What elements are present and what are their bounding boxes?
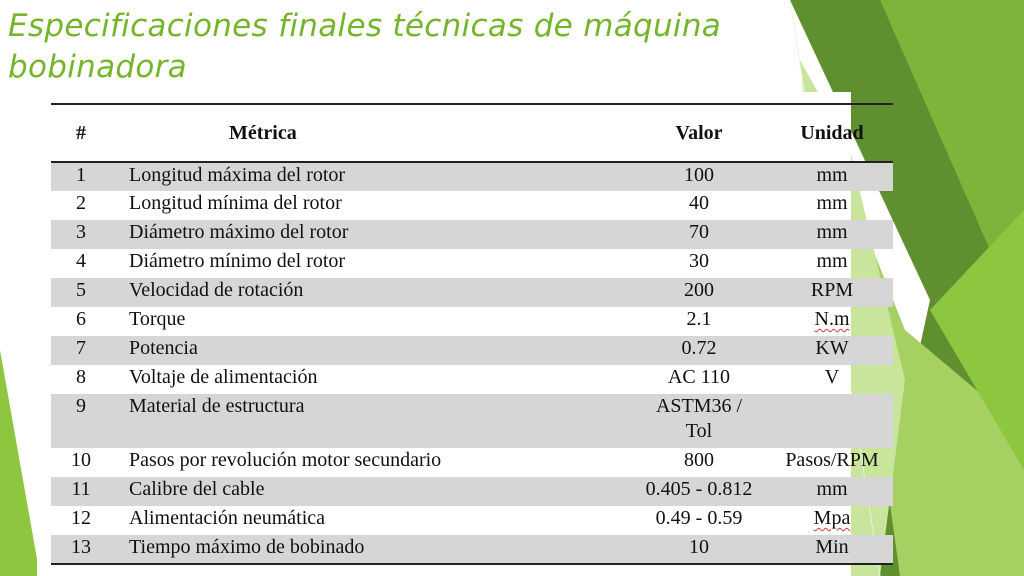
row-unit-cell (771, 307, 893, 336)
row-num: 6 (76, 308, 86, 330)
row-unit (771, 394, 893, 448)
row-metric: Potencia (129, 337, 198, 359)
header-unit: Unidad (800, 121, 864, 144)
row-num: 3 (76, 221, 86, 243)
row-unit: Min (815, 536, 849, 558)
table-row (51, 535, 893, 564)
row-value: 40 (689, 192, 709, 214)
row-value: 800 (684, 449, 714, 471)
table-row (51, 336, 893, 365)
spec-table-container (37, 92, 879, 576)
row-metric: Voltaje de alimentación (129, 366, 318, 388)
spec-table (51, 103, 893, 565)
row-value: 0.72 (681, 337, 717, 359)
row-metric: Longitud mínima del rotor (129, 192, 342, 214)
row-num: 13 (71, 536, 91, 558)
row-unit: RPM (810, 279, 854, 301)
row-metric: Velocidad de rotación (129, 279, 304, 301)
row-num: 5 (76, 279, 86, 301)
row-metric: Pasos por revolución motor secundario (129, 449, 442, 471)
table-row (51, 394, 893, 448)
table-row (51, 249, 893, 278)
slide-title: Especificaciones finales técnicas de máquina bobinadora (8, 8, 722, 85)
row-unit: KW (815, 337, 849, 359)
row-value: 70 (689, 221, 709, 243)
row-metric: Alimentación neumática (129, 507, 326, 529)
table-row (51, 448, 893, 477)
row-unit: Mpa (813, 507, 851, 529)
table-row (51, 506, 893, 535)
row-value: 30 (689, 250, 709, 272)
table-row (51, 162, 893, 191)
header-value: Valor (675, 121, 723, 144)
row-metric: Material de estructura (129, 395, 305, 417)
table-row (51, 365, 893, 394)
row-num: 4 (76, 250, 86, 272)
row-unit: mm (816, 250, 848, 272)
row-unit: mm (816, 478, 848, 500)
row-unit: mm (816, 164, 848, 186)
row-num: 8 (76, 366, 86, 388)
row-num: 1 (76, 164, 86, 186)
row-value: 10 (689, 536, 709, 558)
table-row (51, 278, 893, 307)
table-row (51, 307, 893, 336)
row-num: 9 (76, 395, 86, 417)
table-row (51, 191, 893, 220)
row-unit: Pasos/RPM (785, 449, 879, 471)
table-row (51, 477, 893, 506)
header-num: # (76, 121, 86, 144)
row-value: 2.1 (686, 308, 712, 330)
row-value: 100 (684, 164, 714, 186)
row-metric: Torque (129, 308, 186, 330)
row-num: 11 (71, 478, 91, 500)
table-header-row (51, 104, 893, 162)
header-metric: Métrica (229, 121, 297, 144)
row-value: 200 (684, 279, 714, 301)
row-metric: Calibre del cable (129, 478, 265, 500)
row-metric: Diámetro máximo del rotor (129, 221, 349, 243)
row-num: 2 (76, 192, 86, 214)
facet-left-accent (0, 350, 40, 576)
row-num: 10 (71, 449, 91, 471)
row-unit: mm (816, 221, 848, 243)
row-unit: mm (816, 192, 848, 214)
row-metric: Longitud máxima del rotor (129, 164, 346, 186)
row-metric: Diámetro mínimo del rotor (129, 250, 346, 272)
row-value: 0.49 - 0.59 (655, 507, 743, 529)
row-value: ASTM36 / Tol (655, 395, 743, 442)
row-value: 0.405 - 0.812 (645, 478, 753, 500)
row-unit: N.m (814, 308, 850, 330)
row-value: AC 110 (667, 366, 731, 388)
row-unit: V (824, 366, 840, 388)
row-num: 12 (71, 507, 91, 529)
row-unit-cell (771, 506, 893, 535)
row-metric: Tiempo máximo de bobinado (129, 536, 365, 558)
table-row (51, 220, 893, 249)
row-num: 7 (76, 337, 86, 359)
